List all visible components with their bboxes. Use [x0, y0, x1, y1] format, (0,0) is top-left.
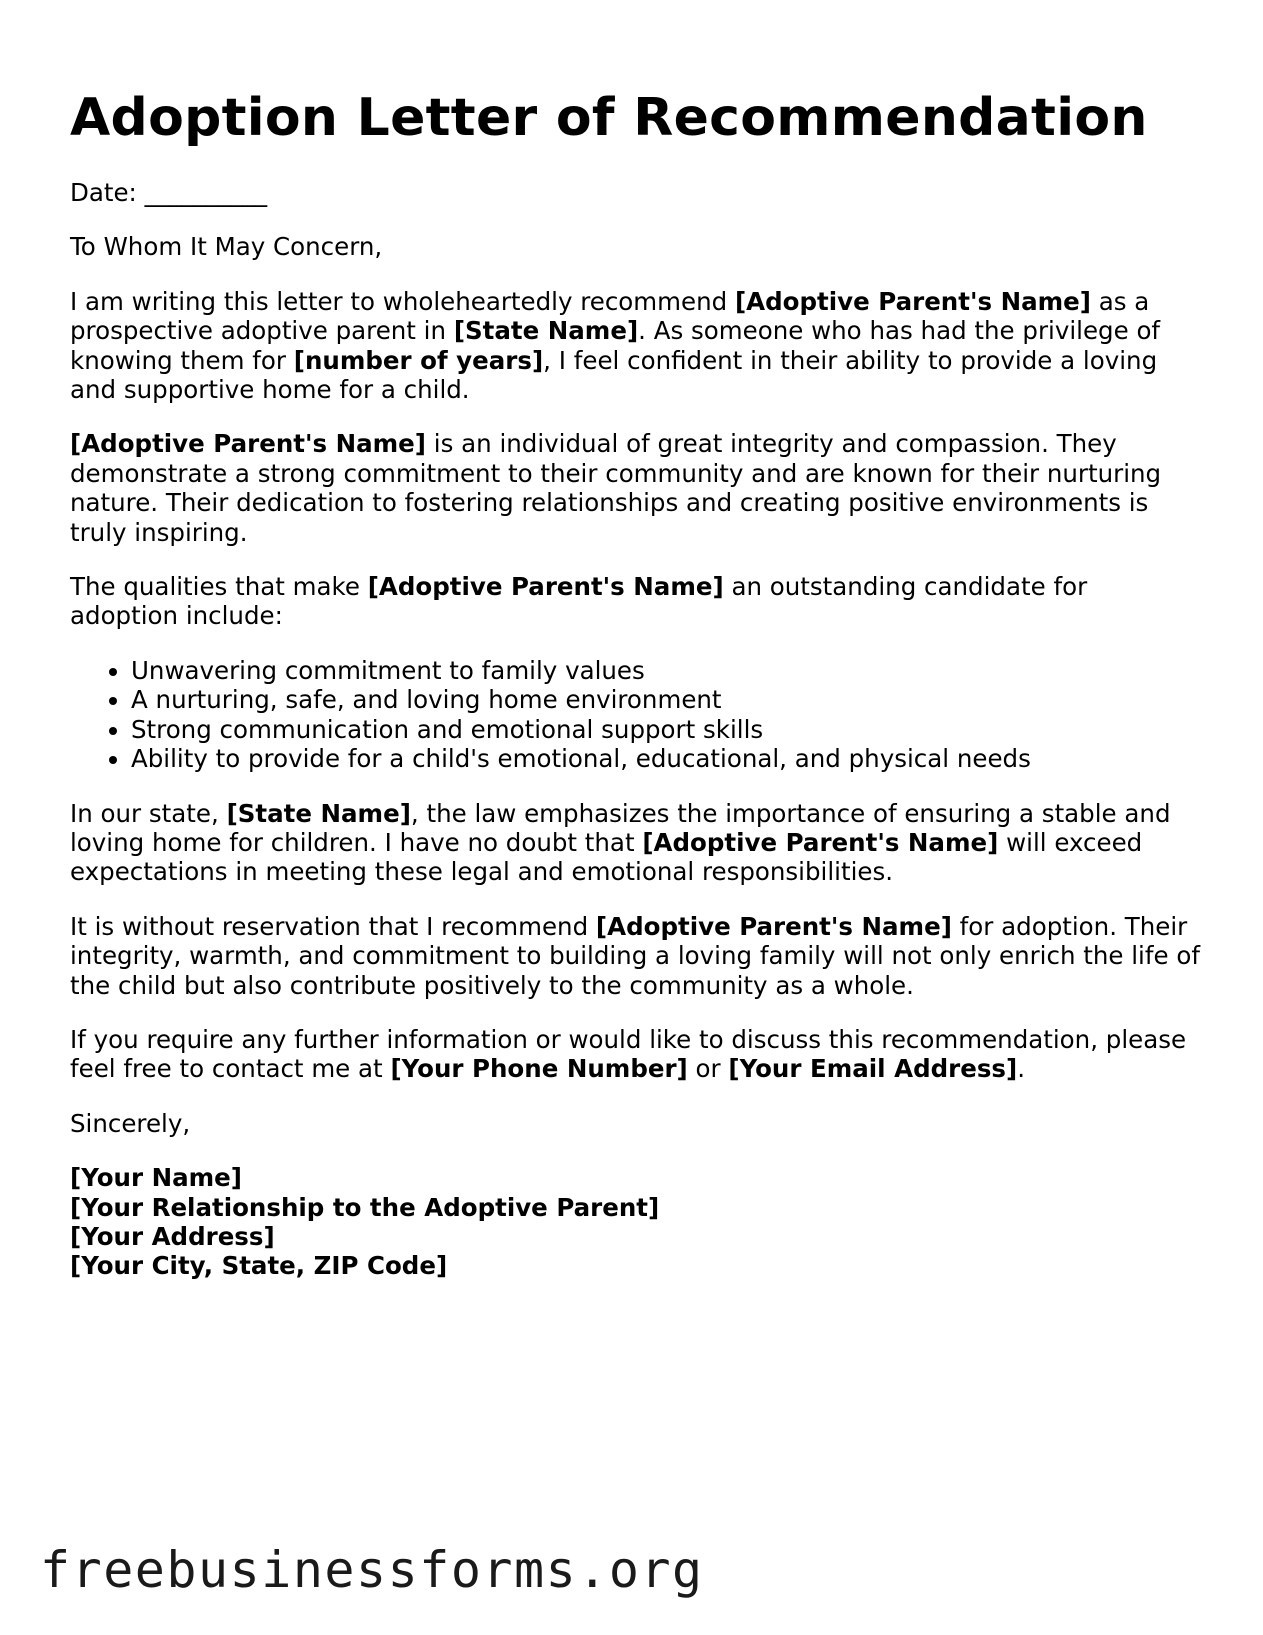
signature-address: [Your Address]: [70, 1221, 275, 1251]
placeholder-parent-name: [Adoptive Parent's Name]: [642, 827, 999, 857]
list-item: • A nurturing, safe, and loving home environment: [131, 685, 1200, 714]
placeholder-phone-number: [Your Phone Number]: [390, 1054, 688, 1084]
paragraph-character: [70, 429, 1200, 547]
signature-relationship: [Your Relationship to the Adoptive Parent]: [70, 1192, 660, 1222]
text: The qualities that make: [70, 572, 368, 602]
text: If you require any further information or would like to discuss this recommendation, please feel free to contact me at: [70, 1024, 1187, 1084]
paragraph-contact: [70, 1025, 1200, 1084]
qualities-list: [70, 656, 1200, 774]
list-item: • Strong communication and emotional support skills: [131, 715, 1200, 744]
placeholder-parent-name: [Adoptive Parent's Name]: [734, 286, 1091, 316]
text: It is without reservation that I recommend: [70, 911, 596, 941]
signature-city-state-zip: [Your City, State, ZIP Code]: [70, 1251, 448, 1281]
placeholder-state-name: [State Name]: [453, 316, 639, 346]
paragraph-state-law: [70, 799, 1200, 887]
text: an outstanding candidate for adoption include:: [70, 572, 1088, 631]
paragraph-intro: [70, 287, 1200, 405]
list-item: • Unwavering commitment to family values: [131, 656, 1200, 685]
text: will exceed expectations in meeting these legal and emotional responsibilities.: [70, 827, 1143, 887]
text: is an individual of great integrity and compassion. They demonstrate a strong commitment to their community and are known for their nurturing nature. Their dedication to fostering relationships and creating positive environments is truly inspiring.: [70, 429, 1162, 547]
text: , I feel confident in their ability to provide a loving and supportive home for a child.: [70, 345, 1158, 405]
text: , the law emphasizes the importance of ensuring a stable and loving home for children. I have no doubt that: [70, 798, 1171, 857]
placeholder-parent-name: [Adoptive Parent's Name]: [595, 911, 952, 941]
letter-page: [70, 88, 1200, 1281]
footer-watermark: freebusinessforms.org: [40, 1541, 704, 1599]
placeholder-parent-name: [Adoptive Parent's Name]: [367, 572, 724, 602]
placeholder-email-address: [Your Email Address]: [728, 1054, 1018, 1084]
text: . As someone who has had the privilege of knowing them for: [70, 316, 1161, 375]
list-item: • Ability to provide for a child's emotional, educational, and physical needs: [131, 744, 1200, 773]
signature-block: [70, 1163, 1200, 1281]
signature-name: [Your Name]: [70, 1163, 242, 1193]
salutation: To Whom It May Concern,: [70, 232, 383, 262]
paragraph-qualities-intro: [70, 572, 1200, 631]
text: .: [1017, 1054, 1025, 1084]
text: I am writing this letter to wholeheartedly recommend: [70, 286, 735, 316]
closing: Sincerely,: [70, 1108, 191, 1138]
page-title: Adoption Letter of Recommendation: [70, 88, 1148, 148]
text: or: [687, 1054, 729, 1084]
date-line: Date: __________: [70, 178, 268, 207]
paragraph-recommendation: [70, 912, 1200, 1000]
placeholder-number-of-years: [number of years]: [293, 345, 544, 375]
text: as a prospective adoptive parent in: [70, 286, 1150, 346]
placeholder-state-name: [State Name]: [226, 798, 411, 828]
text: In our state,: [70, 798, 227, 828]
text: for adoption. Their integrity, warmth, and commitment to building a loving family will not only enrich the life of the child but also contribute positively to the community as a whole.: [70, 911, 1200, 1000]
placeholder-parent-name: [Adoptive Parent's Name]: [70, 429, 426, 459]
